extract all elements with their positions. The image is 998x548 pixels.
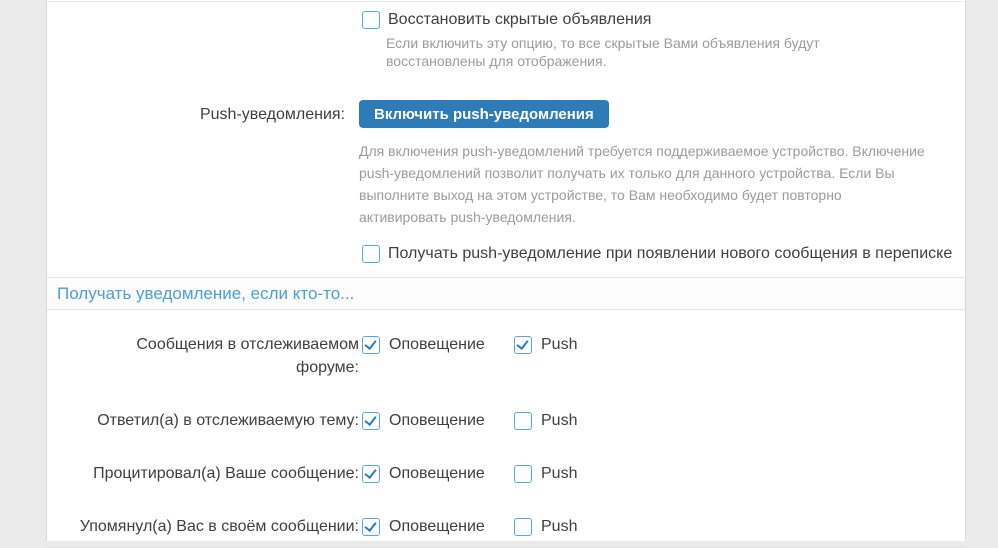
alert-checkbox-group[interactable]: [362, 411, 514, 430]
notify-row: [47, 409, 965, 432]
restore-ads-checkbox[interactable]: [362, 11, 380, 29]
notify-row: [47, 515, 965, 538]
push-notifications-hint: Для включения push-уведомлений требуется поддерживаемое устройство. Включение push-уведомлений позволит получать их только для данного устройства. Если Вы выполните выход на этом устройстве, то Вам необходимо будет повторно активировать push-уведомления.: [359, 143, 925, 225]
push-pm-row[interactable]: [362, 244, 965, 263]
notify-row-label: Упомянул(а) Вас в своём сообщении:: [79, 518, 359, 535]
notify-section-title: Получать уведомление, если кто-то...: [57, 284, 355, 303]
notify-row-checkboxes: [362, 335, 577, 354]
push-checkbox-group[interactable]: [514, 411, 577, 430]
notify-row-label: Ответил(а) в отслеживаемую тему:: [97, 412, 359, 429]
notify-section-header: [47, 277, 965, 310]
push-checkbox-label: Push: [541, 465, 578, 482]
push-notifications-field: [47, 100, 965, 228]
notify-row-checkboxes: [362, 464, 577, 483]
alert-checkbox[interactable]: [362, 412, 380, 430]
push-checkbox[interactable]: [514, 518, 532, 536]
alert-checkbox-group[interactable]: [362, 517, 514, 536]
settings-panel: [46, 0, 966, 541]
notify-row-checkboxes: [362, 517, 577, 536]
alert-checkbox-label: Оповещение: [389, 412, 485, 429]
restore-ads-label: Восстановить скрытые объявления: [388, 11, 652, 28]
alert-checkbox[interactable]: [362, 336, 380, 354]
push-checkbox-group[interactable]: [514, 517, 577, 536]
top-divider: [47, 1, 965, 2]
alert-checkbox-label: Оповещение: [389, 336, 485, 353]
push-checkbox-label: Push: [541, 412, 578, 429]
notify-row: [47, 462, 965, 485]
alert-checkbox[interactable]: [362, 465, 380, 483]
push-notifications-label: Push-уведомления:: [199, 106, 345, 123]
notify-row-label: Процитировал(а) Ваше сообщение:: [93, 465, 359, 482]
notify-row: [47, 333, 965, 379]
push-checkbox-label: Push: [541, 518, 578, 535]
alert-checkbox[interactable]: [362, 518, 380, 536]
notify-row-label: Сообщения в отслеживаемом форуме:: [136, 336, 359, 376]
push-checkbox-group[interactable]: [514, 335, 577, 354]
notify-row-checkboxes: [362, 411, 577, 430]
push-checkbox[interactable]: [514, 336, 532, 354]
restore-ads-row[interactable]: [362, 10, 965, 29]
display-settings-section: [47, 0, 965, 263]
alert-checkbox-group[interactable]: [362, 335, 514, 354]
push-checkbox[interactable]: [514, 412, 532, 430]
restore-ads-hint: Если включить эту опцию, то все скрытые Вами объявления будут восстановлены для отображения.: [386, 35, 820, 69]
push-pm-checkbox[interactable]: [362, 245, 380, 263]
enable-push-button[interactable]: Включить push-уведомления: [359, 100, 609, 128]
push-checkbox-group[interactable]: [514, 464, 577, 483]
push-checkbox[interactable]: [514, 465, 532, 483]
alert-checkbox-label: Оповещение: [389, 465, 485, 482]
notify-rows-container: [47, 310, 965, 538]
alert-checkbox-group[interactable]: [362, 464, 514, 483]
alert-checkbox-label: Оповещение: [389, 518, 485, 535]
push-notifications-control: [359, 100, 933, 228]
push-pm-label: Получать push-уведомление при появлении нового сообщения в переписке: [388, 245, 953, 262]
push-checkbox-label: Push: [541, 336, 578, 353]
